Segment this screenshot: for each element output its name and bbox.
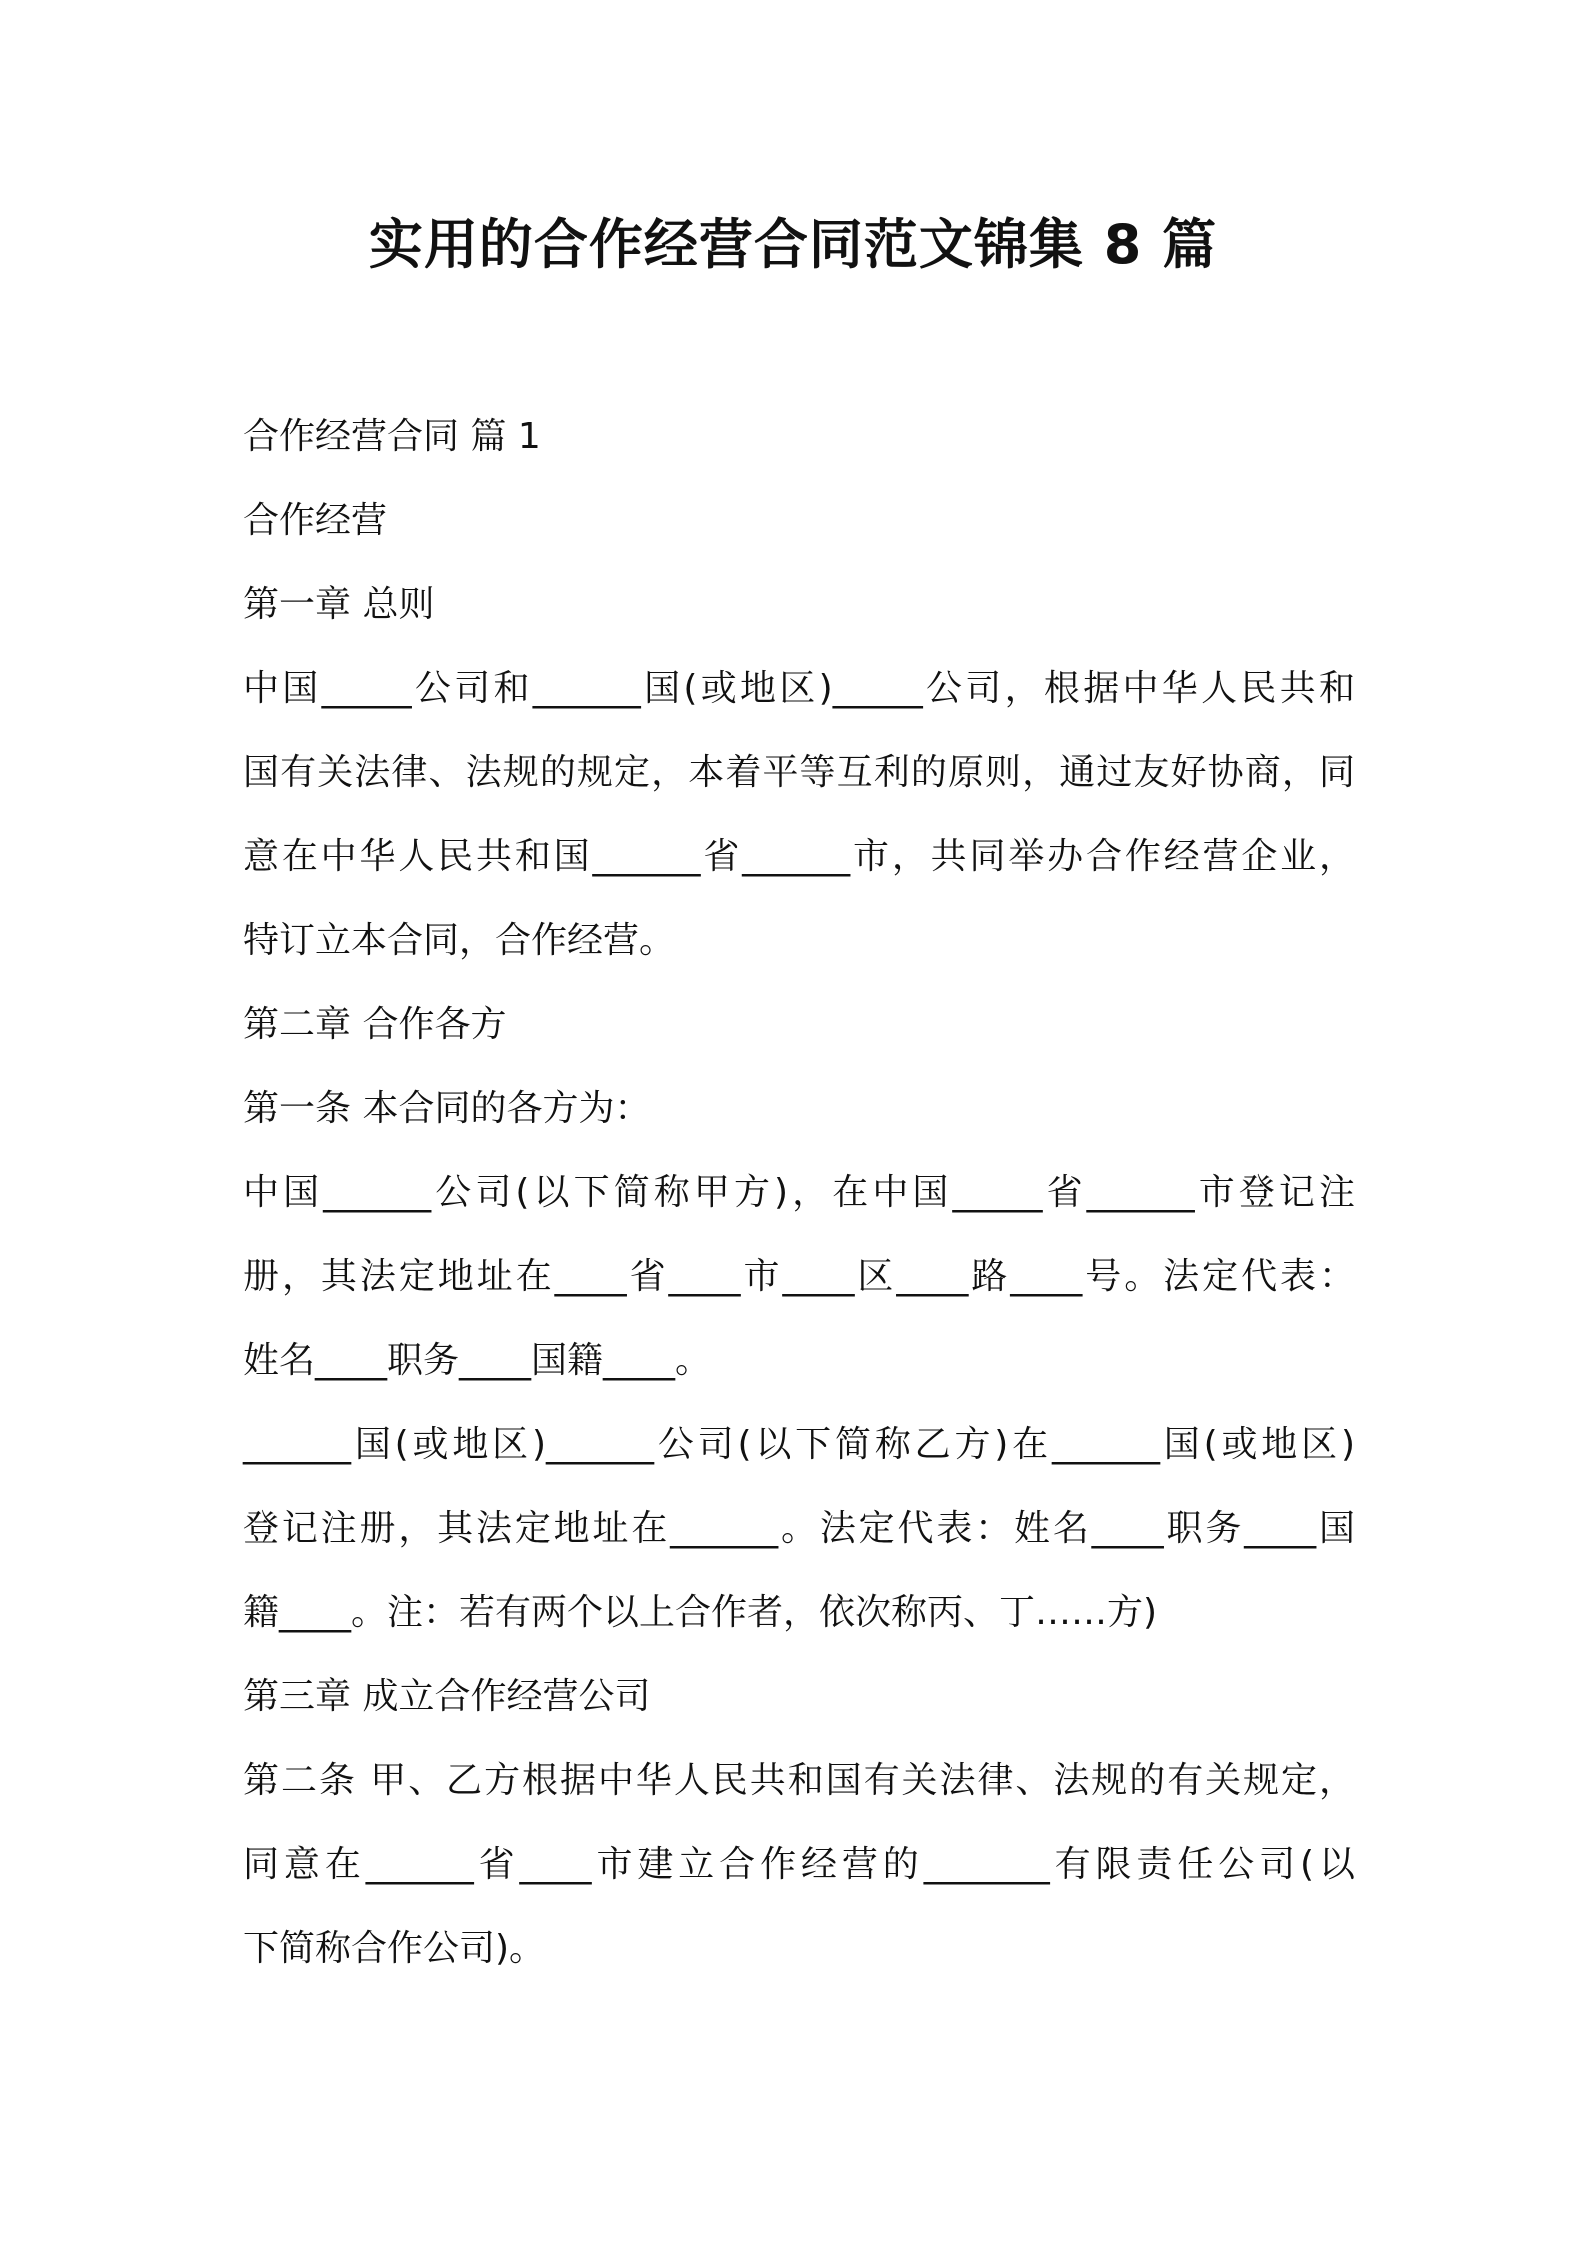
- paragraph-line: 姓名____职务____国籍____。: [243, 1340, 712, 1381]
- paragraph-line: 同意在______省____市建立合作经营的_______有限责任公司(以: [243, 1844, 1355, 1885]
- chapter-heading: 第一章 总则: [243, 584, 435, 625]
- paragraph-line: 中国______公司(以下简称甲方)，在中国_____省______市登记注: [243, 1172, 1355, 1213]
- article-heading: 第一条 本合同的各方为：: [243, 1088, 651, 1129]
- paragraph-line: 籍____。注：若有两个以上合作者，依次称丙、丁……方): [243, 1592, 1158, 1633]
- document-body: [243, 395, 1355, 1991]
- paragraph-line: 册，其法定地址在____省____市____区____路____号。法定代表：: [243, 1256, 1355, 1297]
- chapter-heading: 第二章 合作各方: [243, 1004, 507, 1045]
- section-heading: 合作经营合同 篇 1: [243, 416, 541, 457]
- paragraph-line: ______国(或地区)______公司(以下简称乙方)在______国(或地区): [243, 1424, 1355, 1465]
- chapter-heading: 第三章 成立合作经营公司: [243, 1676, 651, 1717]
- paragraph-line: 国有关法律、法规的规定，本着平等互利的原则，通过友好协商，同: [243, 752, 1355, 793]
- subheading: 合作经营: [243, 500, 388, 541]
- paragraph-line: 下简称合作公司)。: [243, 1928, 546, 1969]
- document-title: 实用的合作经营合同范文锦集 8 篇: [368, 213, 1218, 276]
- paragraph-line: 第二条 甲、乙方根据中华人民共和国有关法律、法规的有关规定，: [243, 1760, 1355, 1801]
- paragraph-line: 意在中华人民共和国______省______市，共同举办合作经营企业，: [243, 836, 1355, 877]
- paragraph-line: 中国_____公司和______国(或地区)_____公司，根据中华人民共和: [243, 668, 1355, 709]
- paragraph-line: 登记注册，其法定地址在______。法定代表：姓名____职务____国: [243, 1508, 1355, 1549]
- paragraph-line: 特订立本合同，合作经营。: [243, 920, 676, 961]
